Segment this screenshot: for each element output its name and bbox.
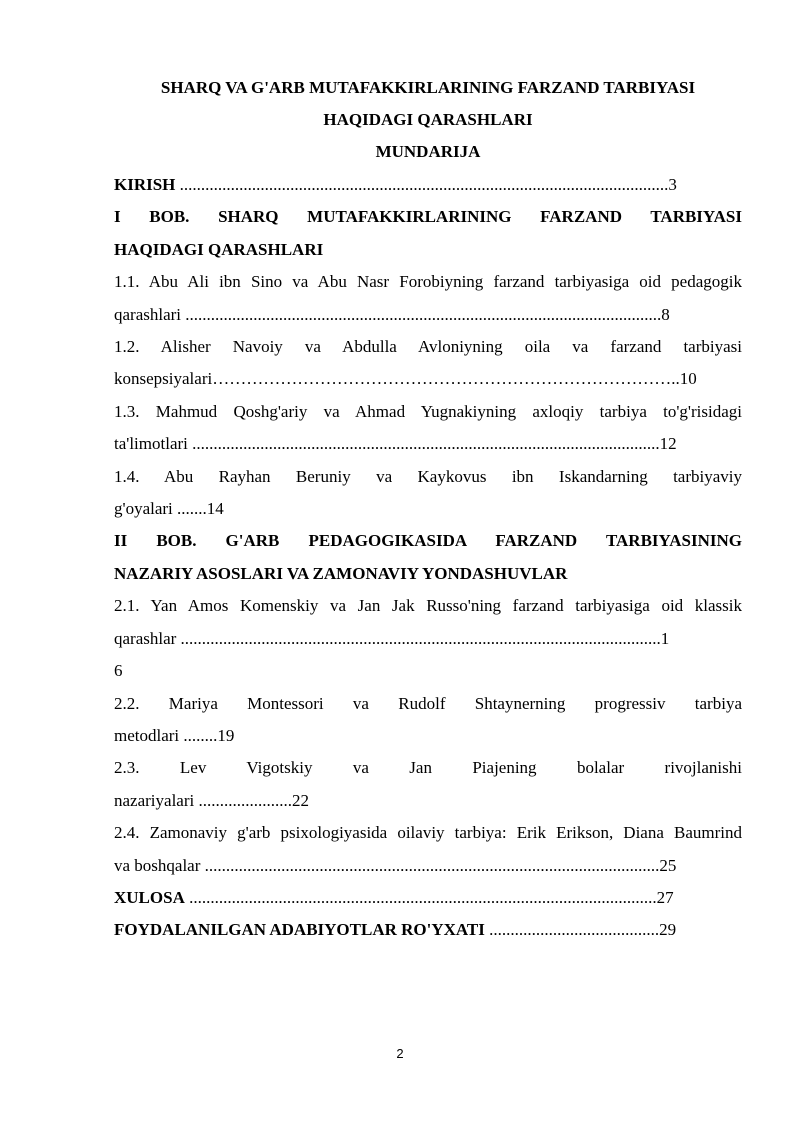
toc-entry-references [114,914,742,946]
toc-chapter-2-line-2: NAZARIY ASOSLARI VA ZAMONAVIY YONDASHUVLAR [114,563,568,583]
toc-entry-2-4-line-1: 2.4. Zamonaviy g'arb psixologiyasida oilaviy tarbiya: Erik Erikson, Diana Baumrind [114,823,742,843]
table-of-contents [114,169,742,947]
toc-entry-1-1-line-1: 1.1. Abu Ali ibn Sino va Abu Nasr Forobiyning farzand tarbiyasiga oid pedagogik [114,272,742,292]
contents-heading: MUNDARIJA [375,142,481,161]
toc-entry-2-3-line-2: nazariyalari ......................22 [114,790,309,810]
toc-entry-leader: ..............................................................................................................27 [184,887,674,907]
toc-entry-1-1-line-2: qarashlari ................................................................................................................8 [114,304,670,324]
toc-entry-conclusion [114,882,742,914]
toc-entry-1-3-line-2: ta'limotlari ..............................................................................................................12 [114,434,677,454]
toc-entry-2-1-line-1: 2.1. Yan Amos Komenskiy va Jan Jak Russo'ning farzand tarbiyasiga oid klassik [114,596,742,616]
toc-entry-label: XULOSA [114,887,185,907]
toc-entry-label: FOYDALANILGAN ADABIYOTLAR RO'YXATI [114,920,485,940]
toc-entry-2-2-line-2: metodlari ........19 [114,725,235,745]
toc-entry-label: KIRISH [114,175,176,194]
toc-entry-1-4-line-1: 1.4. Abu Rayhan Beruniy va Kaykovus ibn Iskandarning tarbiyaviy [114,466,742,486]
toc-chapter-1-line-1: I BOB. SHARQ MUTAFAKKIRLARINING FARZAND TARBIYASI [114,207,742,227]
page-number: 2 [396,1046,404,1061]
toc-entry-intro [114,169,742,201]
toc-entry-2-3-line-1: 2.3. Lev Vigotskiy va Jan Piajening bolalar rivojlanishi [114,758,742,778]
toc-entry-1-2-line-2: konsepsiyalari………………………………………………………………………..10 [114,369,697,389]
toc-entry-page: 3 [668,175,677,194]
document-title-line-2: HAQIDAGI QARASHLARI [323,110,533,129]
document-title-line-1: SHARQ VA G'ARB MUTAFAKKIRLARINING FARZAND TARBIYASI [160,78,696,97]
toc-entry-1-4-line-2: g'oyalari .......14 [114,499,224,519]
toc-entry-1-3-line-1: 1.3. Mahmud Qoshg'ariy va Ahmad Yugnakiyning axloqiy tarbiya to'g'risidagi [114,401,742,421]
toc-chapter-2-line-1: II BOB. G'ARB PEDAGOGIKASIDA FARZAND TARBIYASINING [114,531,742,551]
toc-chapter-1-line-2: HAQIDAGI QARASHLARI [114,239,324,259]
toc-entry-1-2-line-1: 1.2. Alisher Navoiy va Abdulla Avloniyning oila va farzand tarbiyasi [114,337,742,357]
toc-entry-2-1-line-3: 6 [114,661,123,681]
toc-entry-leader: ........................................29 [484,920,677,940]
toc-entry-2-4-line-2: va boshqalar ...........................................................................................................25 [114,855,677,875]
toc-entry-leader: ................................................................................................................... [175,175,669,194]
toc-entry-2-1-line-2: qarashlar .................................................................................................................1 [114,628,670,648]
toc-entry-2-2-line-1: 2.2. Mariya Montessori va Rudolf Shtaynerning progressiv tarbiya [114,693,742,713]
